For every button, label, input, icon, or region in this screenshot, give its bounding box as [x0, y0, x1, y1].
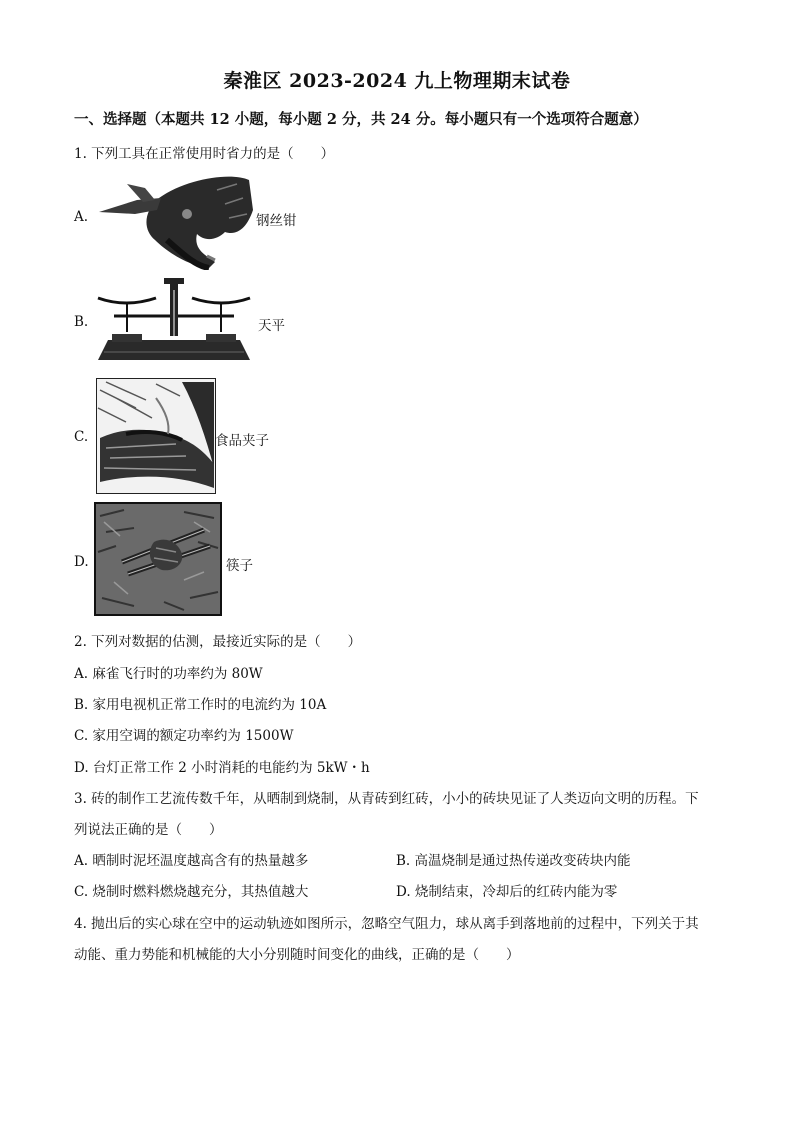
- q3-option-c: C. 烧制时燃料燃烧越充分，其热值越大: [74, 884, 309, 900]
- pliers-image: [97, 170, 255, 270]
- question-2-stem: 2. 下列对数据的估测，最接近实际的是（ ）: [74, 634, 362, 650]
- chopsticks-image: [94, 502, 222, 616]
- q1-option-a-label: 钢丝钳: [256, 213, 297, 229]
- q3-option-a: A. 晒制时泥坯温度越高含有的热量越多: [74, 853, 309, 869]
- q1-option-d-label: 筷子: [226, 558, 253, 574]
- question-4-stem-line-1: 4. 抛出后的实心球在空中的运动轨迹如图所示，忽略空气阻力，球从离手到落地前的过程中，下列关于其: [74, 916, 699, 932]
- food-tongs-image: [96, 378, 216, 494]
- question-3-stem-line-1: 3. 砖的制作工艺流传数千年，从晒制到烧制，从青砖到红砖，小小的砖块见证了人类迈向文明的历程。下: [74, 791, 699, 807]
- q1-option-d-letter: D.: [74, 554, 89, 570]
- question-1-stem: 1. 下列工具在正常使用时省力的是（ ）: [74, 146, 335, 162]
- page-title: 秦淮区 2023-2024 九上物理期末试卷: [223, 70, 571, 92]
- q3-option-b: B. 高温烧制是通过热传递改变砖块内能: [396, 853, 631, 869]
- q1-option-b-letter: B.: [74, 314, 89, 330]
- q1-option-a-letter: A.: [74, 209, 89, 225]
- section-heading: 一、选择题（本题共 12 小题，每小题 2 分，共 24 分。每小题只有一个选项符合题意）: [74, 111, 648, 128]
- q2-option-a: A. 麻雀飞行时的功率约为 80W: [74, 666, 263, 682]
- question-4-stem-line-2: 动能、重力势能和机械能的大小分别随时间变化的曲线，正确的是（ ）: [74, 947, 520, 963]
- balance-scale-image: [94, 276, 254, 366]
- q3-option-d: D. 烧制结束，冷却后的红砖内能为零: [396, 884, 618, 900]
- q1-option-c-label: 食品夹子: [215, 433, 269, 449]
- q1-option-c-letter: C.: [74, 429, 89, 445]
- question-3-stem-line-2: 列说法正确的是（ ）: [74, 822, 223, 838]
- q2-option-b: B. 家用电视机正常工作时的电流约为 10A: [74, 697, 327, 713]
- q2-option-d: D. 台灯正常工作 2 小时消耗的电能约为 5kW・h: [74, 760, 370, 776]
- q1-option-b-label: 天平: [258, 318, 285, 334]
- q2-option-c: C. 家用空调的额定功率约为 1500W: [74, 728, 294, 744]
